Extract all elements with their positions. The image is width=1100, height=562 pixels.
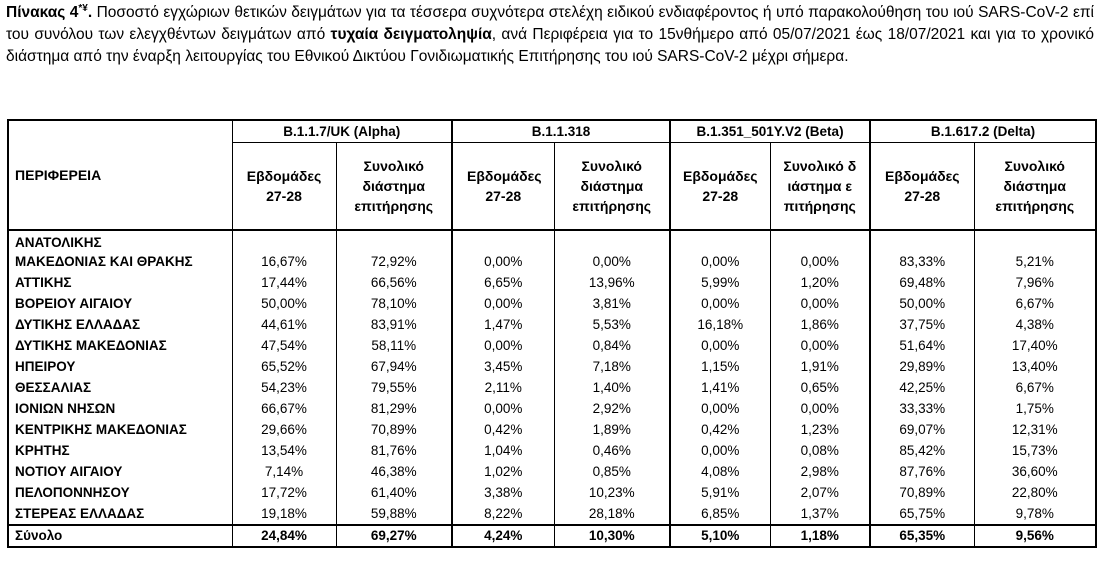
value-cell: 1,91% <box>770 356 870 377</box>
period-header-weeks: Εβδομάδες 27-28 <box>670 143 770 231</box>
variant-header-row <box>8 120 1096 143</box>
value-cell: 0,00% <box>670 293 770 314</box>
period-header-total: Συνολικό διάστημα επιτήρησης <box>770 143 870 231</box>
value-cell: 44,61% <box>232 314 336 335</box>
period-header-total: Συνολικό διάστημα επιτήρησης <box>974 143 1096 231</box>
value-cell: 1,47% <box>452 314 554 335</box>
value-cell: 0,84% <box>554 335 670 356</box>
caption-title: Πίνακας 4*¥. <box>6 2 93 21</box>
value-cell: 2,98% <box>770 461 870 482</box>
value-cell: 3,38% <box>452 482 554 503</box>
value-cell: 17,72% <box>232 482 336 503</box>
table-row <box>8 377 1096 398</box>
value-cell: 0,00% <box>770 398 870 419</box>
period-header-weeks: Εβδομάδες 27-28 <box>452 143 554 231</box>
value-cell: 8,22% <box>452 503 554 525</box>
value-cell: 17,44% <box>232 272 336 293</box>
value-cell: 67,94% <box>336 356 452 377</box>
total-cell: 69,27% <box>336 525 452 547</box>
value-cell: 72,92% <box>336 230 452 272</box>
value-cell: 15,73% <box>974 440 1096 461</box>
table-caption <box>6 2 1094 68</box>
variant-header-delta: B.1.617.2 (Delta) <box>870 120 1096 143</box>
region-cell: ΔΥΤΙΚΗΣ ΜΑΚΕΔΟΝΙΑΣ <box>8 335 232 356</box>
table-row <box>8 335 1096 356</box>
table-row <box>8 440 1096 461</box>
region-cell: ΑΤΤΙΚΗΣ <box>8 272 232 293</box>
value-cell: 1,04% <box>452 440 554 461</box>
table-row <box>8 398 1096 419</box>
value-cell: 1,75% <box>974 398 1096 419</box>
value-cell: 5,99% <box>670 272 770 293</box>
total-cell: 9,56% <box>974 525 1096 547</box>
value-cell: 28,18% <box>554 503 670 525</box>
value-cell: 87,76% <box>870 461 974 482</box>
caption-text-end: , ανά Περιφέρεια για το 15νθήμερο από 05/07/2021 έως 18/07/2021 και για το χρονικό διάστημα από την έναρξη λειτουργίας του Εθνικού Δικτύου Γονιδιωματικής Επιτήρησης του ιού SARS-CoV-2 μέχρι σήμερα. <box>6 26 1094 65</box>
region-cell: ΙΟΝΙΩΝ ΝΗΣΩΝ <box>8 398 232 419</box>
value-cell: 4,38% <box>974 314 1096 335</box>
variants-table <box>7 119 1097 548</box>
region-cell: ΒΟΡΕΙΟΥ ΑΙΓΑΙΟΥ <box>8 293 232 314</box>
period-header-weeks: Εβδομάδες 27-28 <box>232 143 336 231</box>
value-cell: 5,53% <box>554 314 670 335</box>
value-cell: 9,78% <box>974 503 1096 525</box>
value-cell: 2,11% <box>452 377 554 398</box>
caption-emphasis: τυχαία δειγματοληψία <box>330 26 492 43</box>
value-cell: 0,00% <box>452 335 554 356</box>
value-cell: 0,00% <box>770 230 870 272</box>
value-cell: 65,75% <box>870 503 974 525</box>
value-cell: 50,00% <box>232 293 336 314</box>
value-cell: 19,18% <box>232 503 336 525</box>
value-cell: 29,89% <box>870 356 974 377</box>
value-cell: 58,11% <box>336 335 452 356</box>
region-cell: ΚΕΝΤΡΙΚΗΣ ΜΑΚΕΔΟΝΙΑΣ <box>8 419 232 440</box>
value-cell: 65,52% <box>232 356 336 377</box>
region-cell: ΗΠΕΙΡΟΥ <box>8 356 232 377</box>
value-cell: 0,00% <box>770 293 870 314</box>
value-cell: 13,96% <box>554 272 670 293</box>
value-cell: 1,23% <box>770 419 870 440</box>
value-cell: 50,00% <box>870 293 974 314</box>
value-cell: 0,46% <box>554 440 670 461</box>
value-cell: 4,08% <box>670 461 770 482</box>
region-cell: ΘΕΣΣΑΛΙΑΣ <box>8 377 232 398</box>
value-cell: 0,00% <box>554 230 670 272</box>
value-cell: 54,23% <box>232 377 336 398</box>
value-cell: 1,40% <box>554 377 670 398</box>
table-row <box>8 293 1096 314</box>
value-cell: 51,64% <box>870 335 974 356</box>
value-cell: 1,37% <box>770 503 870 525</box>
table-row <box>8 314 1096 335</box>
table-row <box>8 503 1096 525</box>
value-cell: 0,00% <box>670 230 770 272</box>
period-header-total: Συνολικό διάστημα επιτήρησης <box>336 143 452 231</box>
value-cell: 6,67% <box>974 377 1096 398</box>
value-cell: 0,00% <box>670 440 770 461</box>
value-cell: 1,86% <box>770 314 870 335</box>
value-cell: 36,60% <box>974 461 1096 482</box>
total-cell: 4,24% <box>452 525 554 547</box>
value-cell: 1,15% <box>670 356 770 377</box>
value-cell: 69,07% <box>870 419 974 440</box>
table-row <box>8 461 1096 482</box>
value-cell: 6,85% <box>670 503 770 525</box>
value-cell: 16,18% <box>670 314 770 335</box>
region-cell: ΠΕΛΟΠΟΝΝΗΣΟΥ <box>8 482 232 503</box>
value-cell: 79,55% <box>336 377 452 398</box>
value-cell: 66,67% <box>232 398 336 419</box>
value-cell: 7,14% <box>232 461 336 482</box>
region-header: ΠΕΡΙΦΕΡΕΙΑ <box>8 120 232 230</box>
value-cell: 61,40% <box>336 482 452 503</box>
value-cell: 29,66% <box>232 419 336 440</box>
period-header-total: Συνολικό διάστημα επιτήρησης <box>554 143 670 231</box>
value-cell: 0,42% <box>670 419 770 440</box>
value-cell: 33,33% <box>870 398 974 419</box>
value-cell: 81,76% <box>336 440 452 461</box>
value-cell: 70,89% <box>336 419 452 440</box>
value-cell: 69,48% <box>870 272 974 293</box>
table-row <box>8 419 1096 440</box>
value-cell: 13,40% <box>974 356 1096 377</box>
value-cell: 59,88% <box>336 503 452 525</box>
value-cell: 6,65% <box>452 272 554 293</box>
value-cell: 0,65% <box>770 377 870 398</box>
value-cell: 0,00% <box>670 398 770 419</box>
value-cell: 7,96% <box>974 272 1096 293</box>
value-cell: 17,40% <box>974 335 1096 356</box>
value-cell: 85,42% <box>870 440 974 461</box>
region-cell: ΑΝΑΤΟΛΙΚΗΣ ΜΑΚΕΔΟΝΙΑΣ ΚΑΙ ΘΡΑΚΗΣ <box>8 230 232 272</box>
table-row <box>8 272 1096 293</box>
table-row <box>8 356 1096 377</box>
value-cell: 0,00% <box>452 230 554 272</box>
value-cell: 46,38% <box>336 461 452 482</box>
value-cell: 0,00% <box>452 398 554 419</box>
value-cell: 70,89% <box>870 482 974 503</box>
value-cell: 7,18% <box>554 356 670 377</box>
total-cell: 24,84% <box>232 525 336 547</box>
region-cell: ΝΟΤΙΟΥ ΑΙΓΑΙΟΥ <box>8 461 232 482</box>
value-cell: 5,21% <box>974 230 1096 272</box>
value-cell: 78,10% <box>336 293 452 314</box>
total-cell: 10,30% <box>554 525 670 547</box>
value-cell: 0,00% <box>452 293 554 314</box>
total-cell: 5,10% <box>670 525 770 547</box>
value-cell: 0,85% <box>554 461 670 482</box>
value-cell: 47,54% <box>232 335 336 356</box>
value-cell: 13,54% <box>232 440 336 461</box>
value-cell: 0,08% <box>770 440 870 461</box>
value-cell: 10,23% <box>554 482 670 503</box>
value-cell: 42,25% <box>870 377 974 398</box>
value-cell: 0,00% <box>770 335 870 356</box>
value-cell: 1,20% <box>770 272 870 293</box>
value-cell: 2,92% <box>554 398 670 419</box>
total-label: Σύνολο <box>8 525 232 547</box>
region-cell: ΚΡΗΤΗΣ <box>8 440 232 461</box>
value-cell: 1,89% <box>554 419 670 440</box>
value-cell: 2,07% <box>770 482 870 503</box>
value-cell: 16,67% <box>232 230 336 272</box>
value-cell: 83,91% <box>336 314 452 335</box>
value-cell: 6,67% <box>974 293 1096 314</box>
total-cell: 1,18% <box>770 525 870 547</box>
variant-header-b11318: B.1.1.318 <box>452 120 670 143</box>
total-row <box>8 525 1096 547</box>
value-cell: 3,81% <box>554 293 670 314</box>
period-header-weeks: Εβδομάδες 27-28 <box>870 143 974 231</box>
value-cell: 81,29% <box>336 398 452 419</box>
variant-header-beta: B.1.351_501Y.V2 (Beta) <box>670 120 870 143</box>
value-cell: 3,45% <box>452 356 554 377</box>
value-cell: 5,91% <box>670 482 770 503</box>
value-cell: 83,33% <box>870 230 974 272</box>
value-cell: 1,41% <box>670 377 770 398</box>
value-cell: 0,42% <box>452 419 554 440</box>
value-cell: 0,00% <box>670 335 770 356</box>
region-cell: ΣΤΕΡΕΑΣ ΕΛΛΑΔΑΣ <box>8 503 232 525</box>
region-cell: ΔΥΤΙΚΗΣ ΕΛΛΑΔΑΣ <box>8 314 232 335</box>
value-cell: 66,56% <box>336 272 452 293</box>
value-cell: 37,75% <box>870 314 974 335</box>
table-row <box>8 482 1096 503</box>
caption-text: Ποσοστό εγχώριων θετικών δειγμάτων για τα τέσσερα συχνότερα στελέχη ειδικού ενδιαφέροντος ή υπό παρακολούθηση του ιού SARS-CoV-2 επί του συνόλου των ελεγχθέντων δειγμάτων από <box>6 4 1094 43</box>
table-row <box>8 230 1096 272</box>
value-cell: 22,80% <box>974 482 1096 503</box>
value-cell: 1,02% <box>452 461 554 482</box>
value-cell: 12,31% <box>974 419 1096 440</box>
variant-header-alpha: B.1.1.7/UK (Alpha) <box>232 120 452 143</box>
total-cell: 65,35% <box>870 525 974 547</box>
